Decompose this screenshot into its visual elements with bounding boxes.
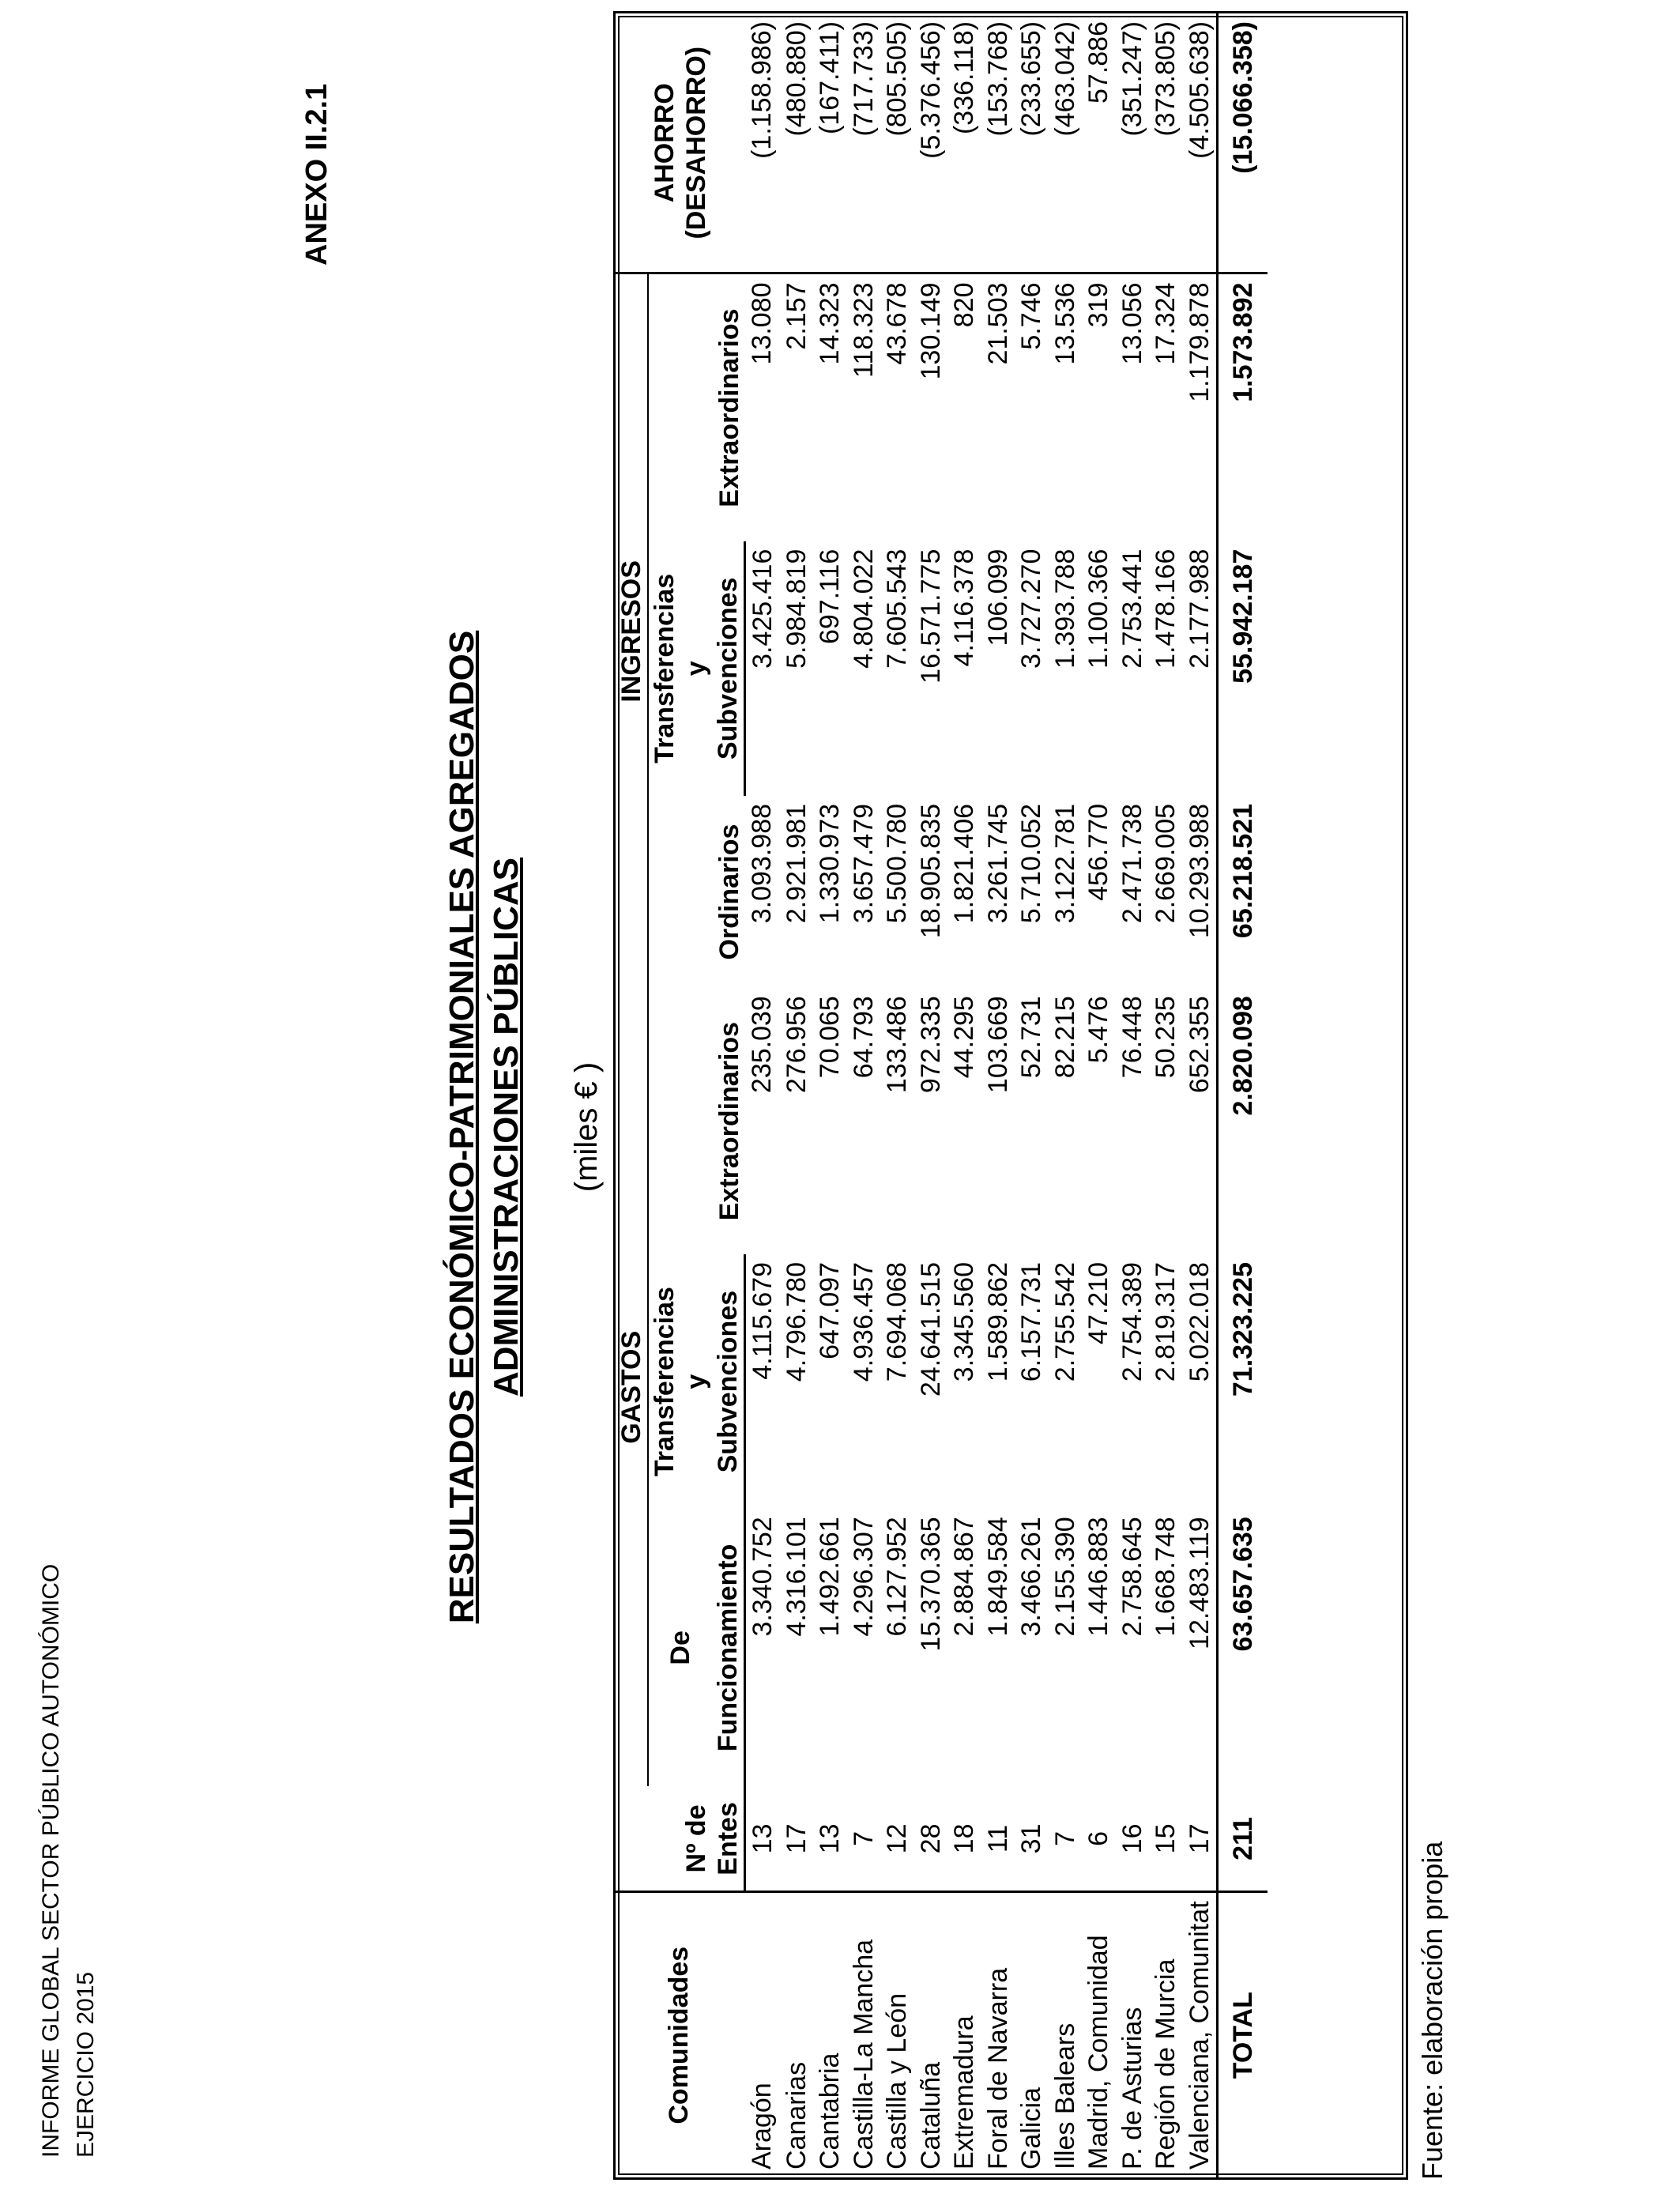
table-row: [1015, 13, 1049, 2177]
cell-extra-ingresos: 14.323: [815, 282, 845, 365]
cell-extra-gastos: 235.039: [747, 996, 778, 1094]
table-row: [1082, 13, 1116, 2177]
cell-extra-ingresos: 1.179.878: [1184, 282, 1215, 402]
cell-extra-gastos: 972.335: [915, 996, 946, 1094]
cell-comunidad: Cantabria: [813, 1892, 847, 2177]
header-transf-i-1: [648, 541, 712, 796]
table-row: [780, 13, 814, 2177]
cell-comunidad: Illes Balears: [1049, 1892, 1083, 2177]
total-entes: 211: [1218, 1786, 1268, 1892]
cell-funcionamiento: 1.492.661: [815, 1517, 845, 1637]
cell-comunidad: P. de Asturias: [1116, 1892, 1150, 2177]
cell-ordinarios: 5.500.780: [882, 803, 912, 924]
cell-transf-gastos: 6.157.731: [1016, 1261, 1046, 1382]
cell-extra-gastos: 103.669: [982, 996, 1013, 1094]
source-note: Fuente: elaboración propia: [1416, 1841, 1448, 2180]
table-row: [1116, 13, 1150, 2177]
cell-comunidad: Castilla y León: [880, 1892, 914, 2177]
cell-transf-ingresos: 2.177.988: [1184, 548, 1215, 669]
cell-ahorro: 57.886: [1082, 13, 1116, 273]
cell-ordinarios: 10.293.988: [1184, 803, 1215, 939]
table-row: [981, 13, 1015, 2177]
cell-extra-gastos: 76.448: [1117, 996, 1147, 1079]
cell-extra-gastos: 82.215: [1049, 996, 1080, 1079]
cell-extra-gastos: 64.793: [848, 996, 879, 1079]
header-transf-g-line2: y: [681, 1374, 711, 1389]
header-ingresos: INGRESOS: [616, 273, 648, 988]
cell-funcionamiento: 2.758.645: [1117, 1517, 1147, 1637]
cell-funcionamiento: 6.127.952: [882, 1517, 912, 1637]
header-ahorro: [616, 13, 745, 273]
cell-transf-ingresos: 1.478.166: [1151, 548, 1181, 669]
cell-ahorro: (4.505.638): [1183, 13, 1218, 273]
cell-ahorro: (1.158.986): [745, 13, 780, 273]
total-row: [1218, 13, 1268, 2177]
cell-transf-gastos: 2.819.317: [1151, 1261, 1181, 1382]
table-row: [847, 13, 881, 2177]
total-transf-gastos: 71.323.225: [1218, 1254, 1268, 1509]
cell-entes: 6: [1083, 1830, 1113, 1846]
cell-ahorro: (717.733): [847, 13, 881, 273]
header-ord: Ordinarios: [714, 824, 744, 960]
cell-entes: 17: [781, 1823, 812, 1854]
cell-ordinarios: 3.122.781: [1049, 803, 1080, 924]
cell-comunidad: Cataluña: [914, 1892, 948, 2177]
cell-ordinarios: 1.330.973: [815, 803, 845, 924]
cell-comunidad: Madrid, Comunidad: [1082, 1892, 1116, 2177]
header-extra-g: Extraordinarios: [714, 1021, 744, 1221]
cell-entes: 28: [915, 1823, 946, 1854]
header-comunidades: Comunidades: [616, 1892, 745, 2177]
header-entes-2: Entes: [712, 1786, 745, 1892]
cell-entes: 7: [848, 1830, 879, 1846]
cell-entes: 16: [1117, 1823, 1147, 1854]
cell-entes: 13: [748, 1823, 778, 1854]
cell-transf-ingresos: 106.099: [982, 548, 1013, 647]
cell-transf-gastos: 2.754.389: [1117, 1261, 1147, 1382]
header-transf-i-line1: Transferencias: [650, 573, 680, 763]
cell-funcionamiento: 12.483.119: [1184, 1517, 1215, 1649]
cell-transf-ingresos: 4.116.378: [949, 548, 979, 667]
cell-entes: 13: [815, 1823, 845, 1854]
cell-entes: 11: [982, 1824, 1013, 1853]
cell-ordinarios: 1.821.406: [949, 803, 979, 924]
cell-ordinarios: 2.669.005: [1151, 803, 1181, 924]
cell-funcionamiento: 1.446.883: [1083, 1517, 1113, 1637]
cell-extra-ingresos: 13.056: [1117, 282, 1147, 365]
annex-label: ANEXO II.2.1: [300, 83, 333, 266]
cell-transf-ingresos: 5.984.819: [781, 548, 812, 669]
cell-ahorro: (373.805): [1149, 13, 1183, 273]
cell-extra-ingresos: 2.157: [781, 282, 812, 350]
cell-transf-gastos: 4.796.780: [781, 1261, 812, 1382]
cell-comunidad: Castilla-La Mancha: [847, 1892, 881, 2177]
cell-comunidad: Región de Murcia: [1149, 1892, 1183, 2177]
cell-ahorro: (805.505): [880, 13, 914, 273]
cell-extra-ingresos: 21.503: [982, 282, 1013, 365]
cell-funcionamiento: 3.340.752: [748, 1517, 778, 1637]
cell-funcionamiento: 2.884.867: [949, 1517, 979, 1637]
cell-extra-gastos: 44.295: [949, 996, 979, 1079]
cell-funcionamiento: 3.466.261: [1016, 1517, 1046, 1637]
header-transf-g-3: Subvenciones: [712, 1254, 745, 1509]
total-ahorro: (15.066.358): [1218, 13, 1268, 273]
header-transf-i-3: Subvenciones: [712, 541, 745, 796]
cell-funcionamiento: 1.668.748: [1151, 1517, 1181, 1637]
cell-transf-gastos: 1.589.862: [982, 1261, 1013, 1382]
cell-entes: 18: [949, 1823, 979, 1854]
table-body: [745, 13, 1218, 2177]
cell-entes: 17: [1184, 1823, 1215, 1854]
table-row: [1049, 13, 1083, 2177]
cell-entes: 12: [882, 1823, 912, 1854]
cell-transf-gastos: 7.694.068: [882, 1261, 912, 1382]
cell-funcionamiento: 4.316.101: [781, 1517, 812, 1637]
cell-transf-gastos: 647.097: [815, 1261, 845, 1359]
cell-transf-ingresos: 16.571.775: [915, 548, 946, 684]
cell-transf-gastos: 5.022.018: [1184, 1261, 1215, 1382]
document-title: RESULTADOS ECONÓMICO-PATRIMONIALES AGREGADOS: [443, 630, 481, 1624]
cell-extra-gastos: 133.486: [882, 996, 912, 1094]
cell-transf-gastos: 4.936.457: [848, 1261, 879, 1382]
document-subtitle: ADMINISTRACIONES PÚBLICAS: [487, 857, 525, 1397]
cell-transf-ingresos: 2.753.441: [1117, 548, 1147, 669]
cell-extra-gastos: 70.065: [815, 996, 845, 1079]
cell-funcionamiento: 4.296.307: [848, 1517, 879, 1637]
cell-ordinarios: 3.093.988: [747, 803, 778, 924]
cell-ordinarios: 3.261.745: [982, 803, 1013, 924]
cell-transf-gastos: 4.115.679: [748, 1261, 778, 1380]
total-label: TOTAL: [1218, 1892, 1268, 2177]
cell-funcionamiento: 2.155.390: [1049, 1517, 1080, 1637]
cell-ahorro: (5.376.456): [914, 13, 948, 273]
cell-transf-gastos: 3.345.560: [949, 1261, 979, 1382]
cell-ordinarios: 2.921.981: [781, 803, 812, 924]
cell-extra-ingresos: 13.536: [1049, 282, 1080, 365]
cell-ordinarios: 18.905.835: [915, 803, 946, 939]
cell-extra-gastos: 276.956: [781, 996, 812, 1094]
header-transf-g-1: [648, 1254, 712, 1509]
cell-extra-gastos: 652.355: [1184, 996, 1215, 1094]
header-func-2: Funcionamiento: [712, 1509, 745, 1786]
cell-ahorro: (153.768): [981, 13, 1015, 273]
cell-ordinarios: 456.770: [1083, 803, 1113, 901]
cell-ahorro: (167.411): [813, 13, 847, 273]
cell-transf-ingresos: 7.605.543: [882, 548, 912, 669]
cell-comunidad: Canarias: [780, 1892, 814, 2177]
cell-ahorro: (480.880): [780, 13, 814, 273]
table-row: [880, 13, 914, 2177]
cell-funcionamiento: 15.370.365: [915, 1517, 946, 1652]
cell-extra-ingresos: 13.080: [747, 282, 778, 365]
table-row: [1149, 13, 1183, 2177]
cell-extra-ingresos: 118.323: [848, 282, 879, 378]
cell-funcionamiento: 1.849.584: [982, 1517, 1013, 1637]
cell-ordinarios: 5.710.052: [1016, 803, 1046, 924]
cell-extra-ingresos: 820: [949, 282, 979, 328]
header-gastos: GASTOS: [616, 988, 648, 1786]
cell-transf-gastos: 47.210: [1083, 1261, 1113, 1344]
cell-ahorro: (233.655): [1015, 13, 1049, 273]
cell-transf-gastos: 24.641.515: [915, 1261, 946, 1397]
table-row: [813, 13, 847, 2177]
cell-comunidad: Foral de Navarra: [981, 1892, 1015, 2177]
header-ahorro-1: AHORRO: [649, 83, 680, 203]
header-transf-g-line1: Transferencias: [650, 1287, 680, 1477]
cell-ordinarios: 2.471.738: [1117, 803, 1147, 924]
cell-entes: 31: [1016, 1823, 1046, 1854]
cell-comunidad: Galicia: [1015, 1892, 1049, 2177]
cell-ahorro: (351.247): [1116, 13, 1150, 273]
header-func-1: De: [665, 1630, 695, 1665]
total-funcionamiento: 63.657.635: [1218, 1509, 1268, 1786]
total-transf-ingresos: 55.942.187: [1218, 541, 1268, 796]
cell-transf-ingresos: 4.804.022: [848, 548, 879, 669]
results-table-frame: [613, 11, 1408, 2180]
cell-comunidad: Valenciana, Comunitat: [1183, 1892, 1218, 2177]
cell-extra-ingresos: 5.746: [1016, 282, 1046, 350]
total-ordinarios: 65.218.521: [1218, 796, 1268, 988]
table-row: [914, 13, 948, 2177]
cell-ahorro: (336.118): [947, 13, 981, 273]
cell-extra-ingresos: 17.324: [1151, 282, 1181, 365]
table-row: [947, 13, 981, 2177]
report-year: EJERCICIO 2015: [73, 1971, 99, 2158]
cell-transf-ingresos: 1.393.788: [1049, 548, 1080, 669]
cell-transf-ingresos: 1.100.366: [1083, 548, 1113, 669]
cell-transf-ingresos: 3.425.416: [748, 548, 778, 669]
cell-extra-ingresos: 43.678: [882, 282, 912, 365]
table-row: [745, 13, 780, 2177]
cell-transf-gastos: 2.755.542: [1049, 1261, 1080, 1382]
results-table: [616, 13, 1268, 2177]
cell-extra-gastos: 52.731: [1016, 996, 1046, 1079]
cell-extra-gastos: 50.235: [1151, 996, 1181, 1079]
header-transf-i-line2: y: [681, 661, 711, 677]
header-entes-1: Nº de: [681, 1804, 711, 1873]
cell-extra-gastos: 5.476: [1083, 996, 1113, 1064]
total-extra-ingresos: 1.573.892: [1218, 273, 1268, 541]
header-ahorro-2: (DESAHORRO): [680, 46, 711, 239]
header-extra-i: Extraordinarios: [714, 308, 744, 507]
cell-comunidad: Aragón: [745, 1892, 780, 2177]
cell-ordinarios: 3.657.479: [848, 803, 879, 924]
table-row: [1183, 13, 1218, 2177]
units-label: (miles € ): [569, 1061, 604, 1193]
cell-transf-ingresos: 3.727.270: [1016, 548, 1046, 669]
cell-entes: 15: [1151, 1823, 1181, 1854]
total-extra-gastos: 2.820.098: [1218, 988, 1268, 1254]
cell-extra-ingresos: 130.149: [915, 282, 946, 380]
cell-transf-ingresos: 697.116: [815, 548, 845, 645]
report-title: INFORME GLOBAL SECTOR PÚBLICO AUTONÓMICO: [38, 1563, 64, 2158]
cell-extra-ingresos: 319: [1083, 282, 1113, 328]
cell-comunidad: Extremadura: [947, 1892, 981, 2177]
cell-entes: 7: [1049, 1830, 1080, 1846]
cell-ahorro: (463.042): [1049, 13, 1083, 273]
